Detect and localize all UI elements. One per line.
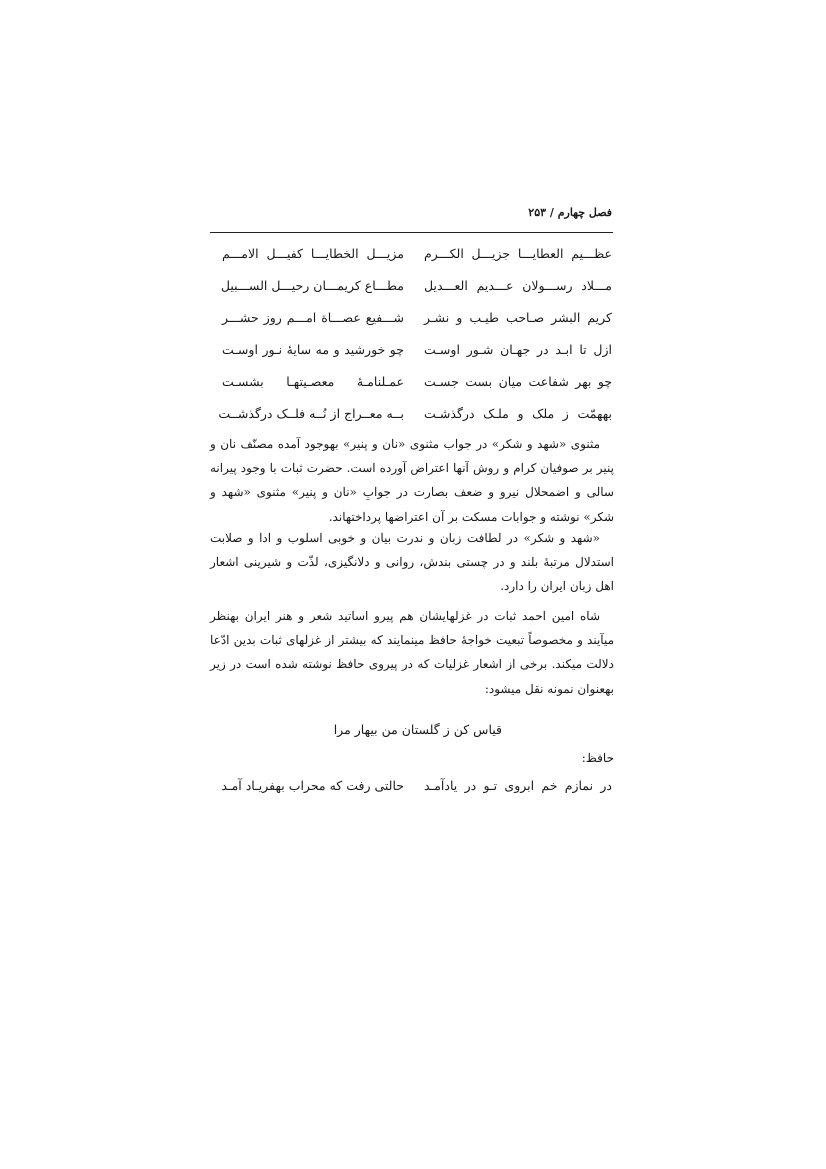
couplet-5 xyxy=(214,370,612,394)
chapter-page-title: فصل چهارم / ۲۵۳ xyxy=(528,206,612,219)
hemistich-right: مـــلاد رســـولان عـــدیم العـــدیل xyxy=(424,278,612,293)
couplet-1 xyxy=(214,242,612,266)
couplet-3 xyxy=(214,306,612,330)
hemistich-right: ازل تا ابـد در جهـان شـور اوسـت xyxy=(424,342,612,357)
hemistich-left: مزیـــل الخطایـــا کفیـــل الامـــم xyxy=(222,246,404,261)
couplet-2 xyxy=(214,274,612,298)
hemistich-left: عمـلنامـهٔ معصـیتهـا بشسـت xyxy=(222,374,404,389)
hemistich-right: بههمّت ز ملک و ملـک درگذشـت xyxy=(424,406,612,421)
couplet-4 xyxy=(214,338,612,362)
hemistich-left: چو خورشید و مه سایهٔ نـور اوسـت xyxy=(222,342,404,357)
paragraph-2: «شهد و شکر» در لطافت زبان و ندرت بیان و خوبی اسلوب و ادا و صلابت استدلال مرتبهٔ بلند و در چستی بندش، روانی و دلانگیزی، لذّت و شیرینی اشعار اهل زبان ایران را دارد. xyxy=(210,531,614,594)
hemistich-left: حالتی رفت که محراب بهفریـاد آمـد xyxy=(221,778,404,793)
hemistich-left: مطـــاع کریمـــان رحیـــل الســـبیل xyxy=(220,278,404,293)
quoted-verse: قیاس کن ز گلستان من بیهار مرا xyxy=(333,722,502,737)
running-header xyxy=(214,206,612,228)
header-rule xyxy=(210,232,613,233)
hemistich-right: چو بهر شفاعت میان بست جسـت xyxy=(424,374,612,389)
hemistich-right: کریم البشر صـاحب طیـب و نشـر xyxy=(424,310,612,325)
attribution-label: حافظ: xyxy=(581,751,614,765)
final-couplet xyxy=(214,774,612,798)
couplet-6 xyxy=(214,402,612,426)
paragraph-1: مثنوی «شهد و شکر» در جواب مثنوی «نان و پنیر» بهوجود آمده مصنّف نان و پنیر بر صوفیان کرام و روش آنها اعتراض آورده است. حضرت ثبات با وجود پیرانه سالی و اضمحلال نیرو و ضعف بصارت در جوابِ «نان و پنیر» مثنوی «شهد و شکر» نوشته و جوابات مسکت بر آن اعتراضها پرداختهاند. xyxy=(210,437,614,524)
hemistich-right: عظـــیم العطایـــا جزیـــل الکـــرم xyxy=(424,246,612,261)
paragraph-3: شاه امین احمد ثبات در غزلهایشان هم پیرو اساتید شعر و هنر ایران بهنظر میآیند و مخصوصاً تبعیت خواجهٔ حافظ مینمایند که بیشتر از غزلهای ثبات بدین ادّعا دلالت میکند. برخی از اشعار غزلیات که در پیروی حافظ نوشته شده است در زیر بهعنوان نمونه نقل میشود: xyxy=(210,609,614,696)
hemistich-left: بــه معــراج از نُــه فلــک درگذشــت xyxy=(218,406,404,421)
hemistich-left: شـــفیع عصـــاة امـــم روز حشـــر xyxy=(222,310,404,325)
hemistich-right: در نمازم خم ابروی تـو در یادآمـد xyxy=(424,778,612,793)
